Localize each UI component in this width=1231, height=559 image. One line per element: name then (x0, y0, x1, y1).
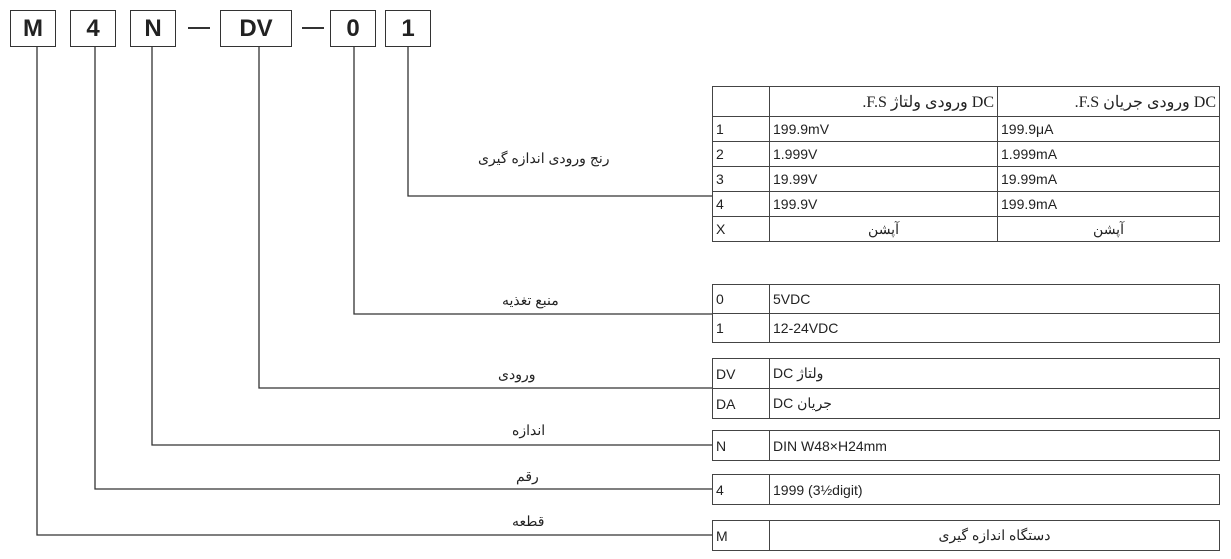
label-power: منبع تغذیه (502, 292, 559, 308)
power-table (712, 284, 1220, 343)
input-table (712, 358, 1220, 419)
part-table (712, 520, 1220, 551)
table-row: X آپشن آپشن (713, 217, 1220, 242)
table-row: M دستگاه اندازه گیری (713, 521, 1220, 551)
code-box-range: 1 (385, 10, 431, 47)
label-digit: رقم (516, 468, 539, 484)
code-box-size: N (130, 10, 176, 47)
code-box-power: 0 (330, 10, 376, 47)
leader-input (259, 47, 712, 388)
label-size: اندازه (512, 422, 546, 438)
code-box-digit: 4 (70, 10, 116, 47)
table-row: DV ولتاژ DC (713, 359, 1220, 389)
table-header-row (713, 87, 1220, 117)
table-row: N DIN W48×H24mm (713, 431, 1220, 461)
code-box-input: DV (220, 10, 292, 47)
label-part: قطعه (512, 513, 545, 529)
label-range: رنج ورودی اندازه گیری (478, 150, 610, 166)
range-table (712, 86, 1220, 242)
table-row: 0 5VDC (713, 285, 1220, 314)
header-voltage: DC ورودی ولتاژ F.S. (770, 87, 998, 117)
leader-part (37, 47, 712, 535)
digit-table (712, 474, 1220, 505)
table-row: 1 199.9mV 199.9μA (713, 117, 1220, 142)
leader-digit (95, 47, 712, 489)
leader-size (152, 47, 712, 445)
table-row: 4 1999 (3½digit) (713, 475, 1220, 505)
size-table (712, 430, 1220, 461)
label-input: ورودی (498, 366, 536, 382)
table-row: 4 199.9V 199.9mA (713, 192, 1220, 217)
header-current: DC ورودی جریان F.S. (998, 87, 1220, 117)
table-row: 3 19.99V 19.99mA (713, 167, 1220, 192)
table-row: DA جریان DC (713, 389, 1220, 419)
code-box-part: M (10, 10, 56, 47)
table-row: 1 12-24VDC (713, 314, 1220, 343)
leader-range (408, 47, 712, 196)
table-row: 2 1.999V 1.999mA (713, 142, 1220, 167)
